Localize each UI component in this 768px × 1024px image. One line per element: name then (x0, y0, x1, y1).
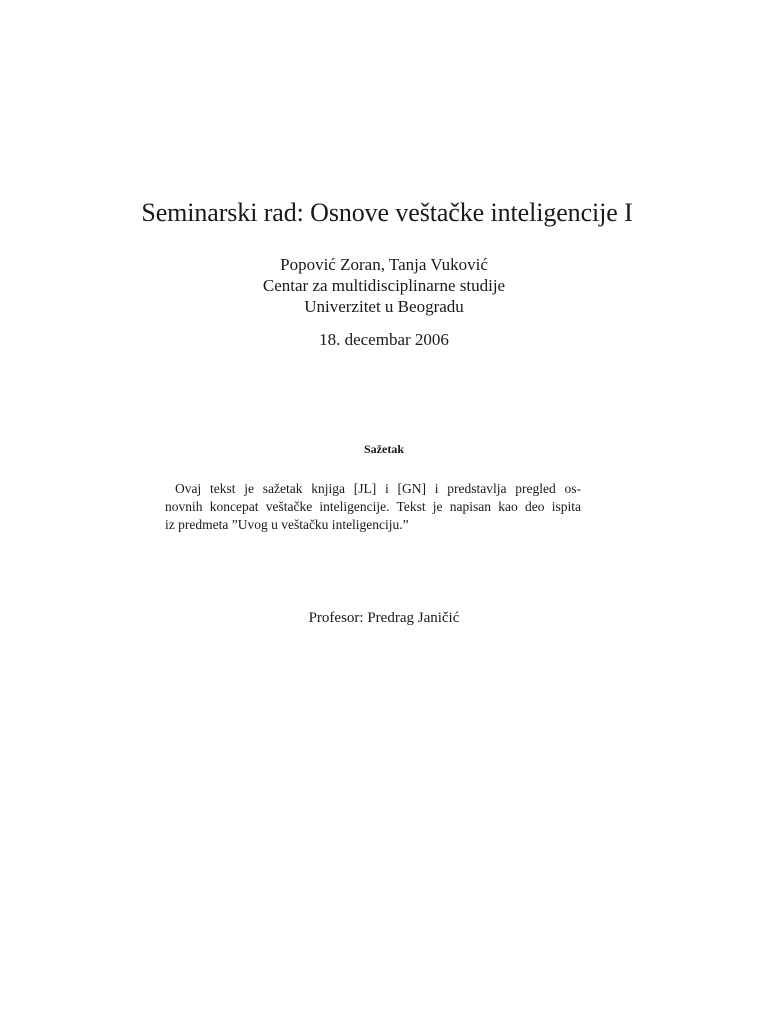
paper-date: 18. decembar 2006 (319, 330, 449, 349)
abstract-line (165, 498, 581, 516)
abstract-line-text: novnih koncepat veštačke inteligencije. Tekst je napisan kao deo ispita (165, 499, 581, 514)
abstract-line-text: Ovaj tekst je sažetak knjiga [JL] i [GN] i predstavlja pregled os- (175, 481, 581, 496)
affiliation-university: Univerzitet u Beogradu (304, 297, 464, 316)
professor-line: Profesor: Predrag Janičić (308, 610, 460, 626)
abstract-text (165, 480, 581, 534)
paper-title: Seminarski rad: Osnove veštačke inteligencije I (141, 198, 633, 227)
affiliation-center: Centar za multidisciplinarne studije (262, 276, 506, 295)
abstract-line-text: iz predmeta ”Uvog u veštačku inteligenciju.” (165, 517, 409, 532)
abstract-heading: Sažetak (364, 442, 404, 456)
abstract-line (165, 516, 581, 534)
author-names: Popović Zoran, Tanja Vuković (280, 255, 488, 274)
author-block (0, 254, 768, 317)
abstract-line (165, 480, 581, 498)
